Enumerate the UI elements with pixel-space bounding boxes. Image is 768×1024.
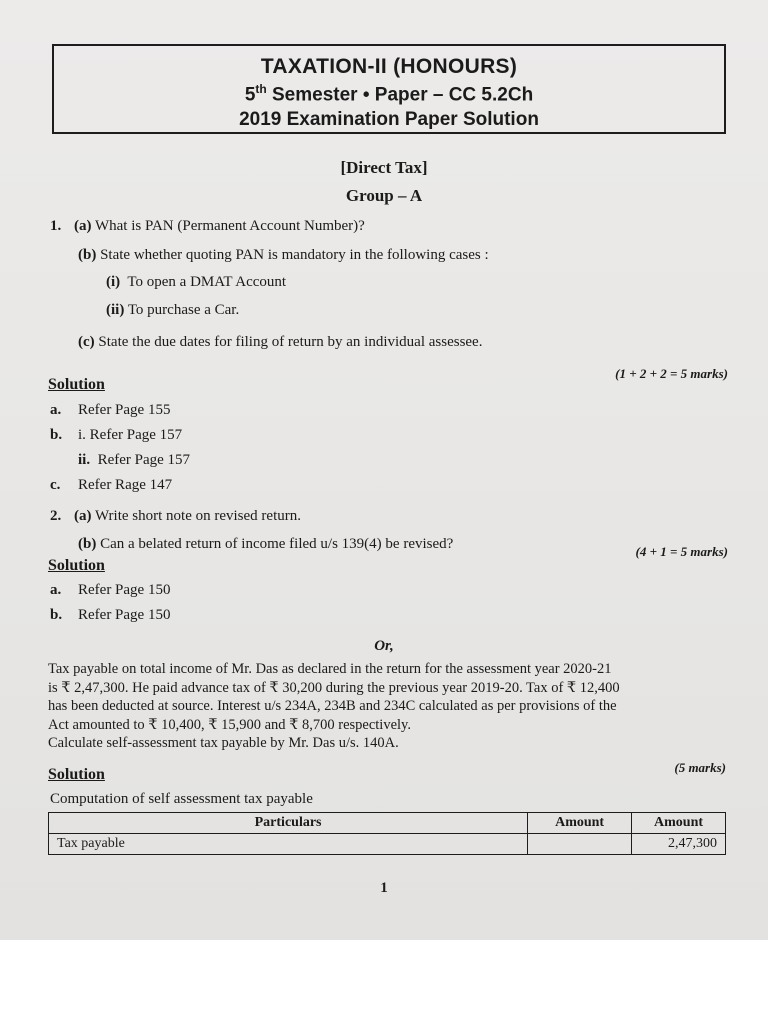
semester-number: 5 bbox=[244, 84, 256, 106]
q1-bii-label: (ii) bbox=[106, 302, 125, 318]
header-particulars: Particulars bbox=[49, 813, 528, 834]
q1-bii bbox=[106, 302, 239, 319]
or-line-2: is ₹ 2,47,300. He paid advance tax of ₹ 30,200 during the previous year 2019-20. Tax of ₹ 12,400 bbox=[48, 679, 620, 696]
cell-amount-1 bbox=[528, 834, 632, 855]
q1-marks: (1 + 2 + 2 = 5 marks) bbox=[615, 366, 728, 381]
or-heading: Or, bbox=[374, 638, 394, 654]
sol2-b-label: b. bbox=[50, 607, 63, 623]
q2-a bbox=[74, 508, 301, 525]
q1-bi bbox=[106, 274, 286, 291]
sol1-c-label: c. bbox=[50, 477, 61, 493]
sol2-b-text: Refer Page 150 bbox=[78, 607, 171, 623]
q1-b bbox=[78, 247, 489, 264]
table-row bbox=[49, 834, 726, 855]
sol1-bii-text: Refer Page 157 bbox=[97, 452, 191, 468]
q1-a-label: (a) bbox=[74, 218, 92, 234]
q1-bi-label: (i) bbox=[106, 274, 121, 290]
q1-bii-text: To purchase a Car. bbox=[127, 302, 240, 318]
or-marks: (5 marks) bbox=[674, 760, 726, 775]
cell-amount-2: 2,47,300 bbox=[632, 834, 726, 855]
sol1-c bbox=[50, 477, 172, 494]
solution-3-title: Solution bbox=[48, 766, 105, 783]
sol1-a-text: Refer Page 155 bbox=[78, 402, 171, 418]
q2-b bbox=[78, 536, 453, 553]
title-box bbox=[52, 44, 726, 134]
sol1-a-label: a. bbox=[50, 402, 62, 418]
header-amount-1: Amount bbox=[528, 813, 632, 834]
sol1-b-text: i. Refer Page 157 bbox=[78, 427, 183, 443]
q2-b-text: Can a belated return of income filed u/s 139(4) be revised? bbox=[100, 536, 454, 552]
q1-c-label: (c) bbox=[78, 334, 95, 350]
q1-b-label: (b) bbox=[78, 247, 97, 263]
sol1-b bbox=[50, 427, 182, 444]
q1-bi-text: To open a DMAT Account bbox=[127, 274, 287, 290]
q2-a-label: (a) bbox=[74, 508, 92, 524]
section-heading: [Direct Tax] bbox=[340, 158, 428, 177]
solution-1-title: Solution bbox=[48, 376, 105, 393]
q1-a bbox=[74, 218, 365, 235]
q1-number: 1. bbox=[50, 218, 62, 234]
sol2-b bbox=[50, 607, 170, 624]
semester-paper: Semester • Paper – CC 5.2Ch bbox=[266, 84, 534, 106]
header-amount-2: Amount bbox=[632, 813, 726, 834]
sol2-a-label: a. bbox=[50, 582, 62, 598]
sol1-bii bbox=[78, 452, 190, 469]
sol1-a bbox=[50, 402, 170, 419]
sol1-b-label: b. bbox=[50, 427, 63, 443]
table-caption: Computation of self assessment tax payable bbox=[50, 791, 313, 807]
semester-ordinal: th bbox=[255, 82, 267, 96]
or-problem-text bbox=[48, 660, 728, 753]
sol2-a bbox=[50, 582, 170, 599]
q2-marks: (4 + 1 = 5 marks) bbox=[635, 544, 728, 559]
cell-particulars: Tax payable bbox=[49, 834, 528, 855]
q2-b-label: (b) bbox=[78, 536, 97, 552]
q1-a-text: What is PAN (Permanent Account Number)? bbox=[94, 218, 365, 234]
solution-2-title: Solution bbox=[48, 557, 105, 574]
table-header-row bbox=[49, 813, 726, 834]
page-subtitle: 2019 Examination Paper Solution bbox=[239, 109, 539, 131]
q1-c bbox=[78, 334, 482, 351]
or-line-1: Tax payable on total income of Mr. Das as declared in the return for the assessment year 2020-21 bbox=[48, 661, 612, 677]
q2-a-text: Write short note on revised return. bbox=[94, 508, 301, 524]
group-heading: Group – A bbox=[345, 186, 423, 205]
sol1-c-text: Refer Rage 147 bbox=[78, 477, 173, 493]
sol1-bii-label: ii. bbox=[78, 452, 91, 468]
or-line-5: Calculate self-assessment tax payable by Mr. Das u/s. 140A. bbox=[48, 735, 399, 751]
semester-line bbox=[54, 82, 724, 106]
q1-b-text: State whether quoting PAN is mandatory in the following cases : bbox=[100, 247, 489, 263]
sol2-a-text: Refer Page 150 bbox=[78, 582, 171, 598]
or-line-3: has been deducted at source. Interest u/s 234A, 234B and 234C calculated as per provisions of the bbox=[48, 698, 617, 714]
page-title: TAXATION-II (HONOURS) bbox=[260, 55, 518, 78]
q2-number: 2. bbox=[50, 508, 62, 524]
computation-table bbox=[48, 812, 726, 855]
q1-c-text: State the due dates for filing of return by an individual assessee. bbox=[98, 334, 483, 350]
or-line-4: Act amounted to ₹ 10,400, ₹ 15,900 and ₹ 8,700 respectively. bbox=[48, 716, 411, 733]
page-number: 1 bbox=[380, 880, 388, 896]
